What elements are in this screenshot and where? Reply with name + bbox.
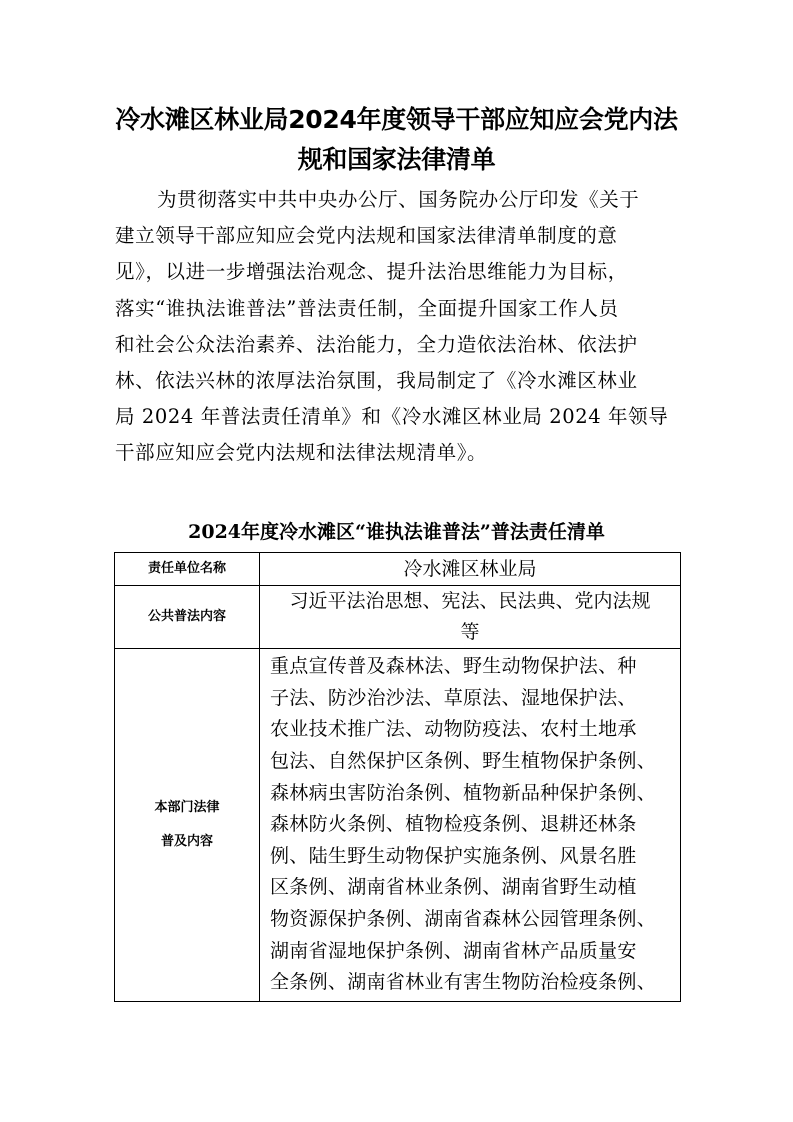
row-label: 普及内容 (160, 834, 213, 849)
table-row (115, 553, 681, 586)
row-value-line: 习近平法治思想、宪法、民法典、党内法规 (289, 590, 651, 612)
title-line: 规和国家法律清单 (297, 145, 496, 174)
row-value-line: 重点宣传普及森林法、野生动物保护法、种 (270, 655, 637, 678)
intro-paragraph (115, 182, 685, 472)
document-title (100, 100, 693, 180)
row-label-cell (115, 649, 260, 1002)
paragraph-line: 局 2024 年普法责任清单》和《冷水滩区林业局 2024 年领导 (115, 405, 669, 429)
row-label: 本部门法律 (154, 800, 220, 815)
row-value-line: 森林防火条例、植物检疫条例、退耕还林条 (270, 813, 637, 836)
title-line: 冷水滩区林业局2024年度领导干部应知应会党内法 (115, 105, 678, 134)
paragraph-line: 林、依法兴林的浓厚法治氛围，我局制定了《冷水滩区林业 (115, 369, 638, 393)
row-value-line: 例、陆生野生动物保护实施条例、风景名胜 (270, 844, 637, 867)
row-value-line: 等 (460, 621, 480, 643)
row-value-line: 湖南省湿地保护条例、湖南省林产品质量安 (270, 939, 637, 962)
paragraph-line: 见》，以进一步增强法治观念、提升法治思维能力为目标， (115, 260, 628, 284)
row-label-cell (115, 553, 260, 586)
responsibility-table (114, 552, 681, 1002)
row-value-cell (260, 553, 681, 586)
table-title: 2024年度冷水滩区“谁执法谁普法”普法责任清单 (188, 521, 605, 543)
paragraph-line: 为贯彻落实中共中央办公厅、国务院办公厅印发《关于 (157, 188, 640, 211)
paragraph-line: 干部应知应会党内法规和法律法规清单》。 (115, 441, 488, 465)
row-value-cell (260, 649, 681, 1002)
row-value-cell (260, 586, 681, 649)
paragraph-line: 和社会公众法治素养、法治能力，全力造依法治林、依法护 (115, 332, 638, 356)
row-label: 公共普法内容 (147, 609, 226, 624)
row-label-cell (115, 586, 260, 649)
paragraph-line: 建立领导干部应知应会党内法规和国家法律清单制度的意 (115, 224, 618, 248)
paragraph-line: 落实“谁执法谁普法”普法责任制，全面提升国家工作人员 (115, 296, 619, 320)
row-value-line: 农业技术推广法、动物防疫法、农村土地承 (270, 718, 637, 741)
row-label: 责任单位名称 (147, 561, 226, 576)
row-value-line: 物资源保护条例、湖南省森林公园管理条例、 (270, 907, 657, 930)
row-value-line: 包法、自然保护区条例、野生植物保护条例、 (270, 750, 657, 773)
row-value-line: 冷水滩区林业局 (403, 557, 537, 580)
table-row (115, 649, 681, 1002)
table-row (115, 586, 681, 649)
row-value-line: 森林病虫害防治条例、植物新品种保护条例、 (270, 781, 657, 804)
row-value-line: 子法、防沙治沙法、草原法、湿地保护法、 (270, 686, 637, 709)
row-value-line: 全条例、湖南省林业有害生物防治检疫条例、 (270, 971, 657, 994)
row-value-line: 区条例、湖南省林业条例、湖南省野生动植 (270, 876, 637, 899)
